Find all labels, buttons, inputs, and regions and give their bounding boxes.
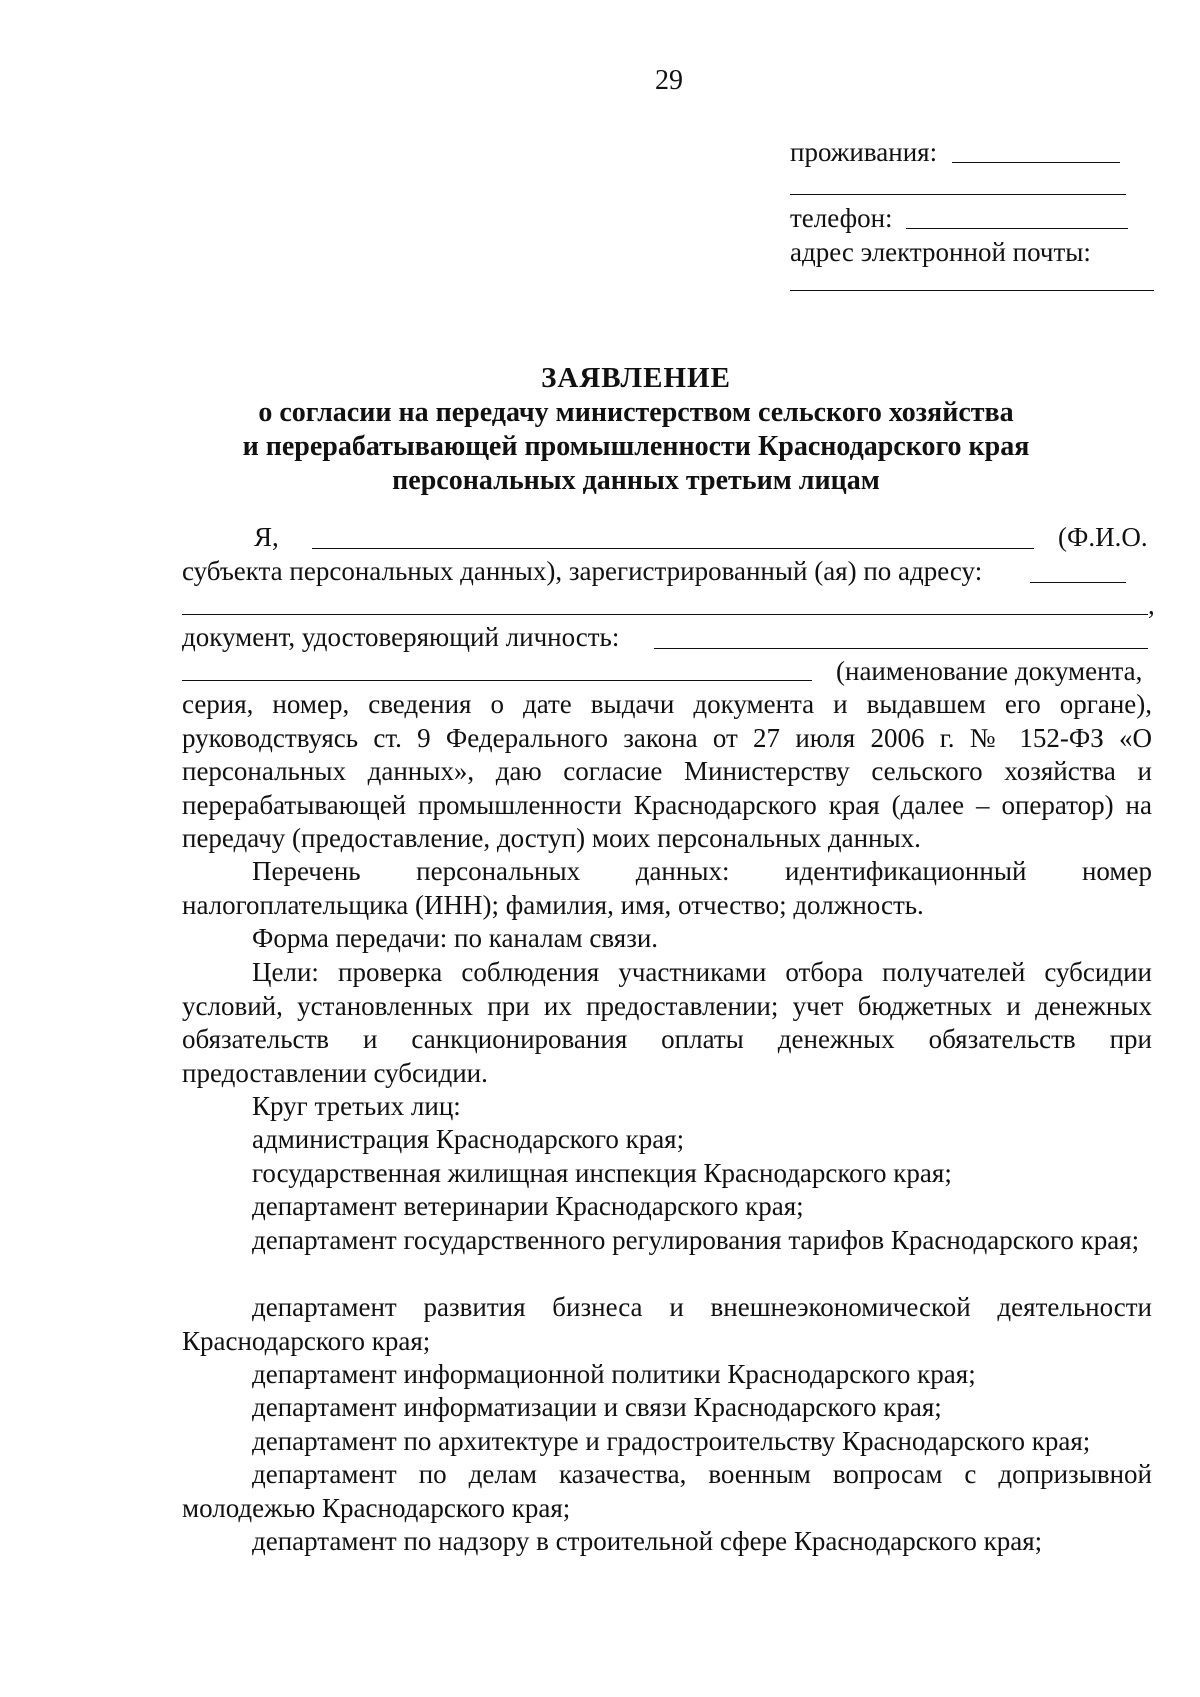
heading-line-3: персональных данных третьим лицам	[392, 465, 880, 496]
heading-line-2: и перерабатывающей промышленности Краснодарского края	[242, 431, 1030, 462]
residence-label: проживания:	[790, 137, 938, 167]
transfer-form: Форма передачи: по каналам связи.	[252, 923, 659, 953]
third-party-item: департамент по делам казачества, военным вопросам с допризывной молодежью Краснодарского края;	[182, 1459, 1152, 1523]
fio-blank	[312, 548, 1034, 549]
heading-line-1: о согласии на передачу министерством сельского хозяйства	[258, 397, 1014, 428]
page-number: 29	[655, 65, 683, 96]
third-party-item: департамент развития бизнеса и внешнеэкономической деятельности Краснодарского края;	[182, 1292, 1152, 1356]
address-blank-2	[182, 614, 1148, 615]
goals-paragraph: Цели: проверка соблюдения участниками отбора получателей субсидии условий, установленных при их предоставлении; учет бюджетных и денежных обязательств и санкционирования оплаты денежных обязательств при предоставлении субсидии.	[182, 957, 1152, 1088]
third-party-item: департамент государственного регулирования тарифов Краснодарского края;	[252, 1225, 1140, 1255]
doc-name-blank	[182, 680, 812, 681]
consent-paragraph: серия, номер, сведения о дате выдачи документа и выдавшем его органе), руководствуясь ст. 9 Федерального закона от 27 июля 2006 г. № 152-ФЗ «О персональных данных», даю согласие Министерству сельского хозяйства и перерабатывающей промышленности Краснодарского края (далее – оператор) на передачу (предоставление, доступ) моих персональных данных.	[182, 689, 1152, 853]
i-label: Я,	[254, 522, 279, 552]
third-party-item: государственная жилищная инспекция Краснодарского края;	[252, 1158, 952, 1188]
third-party-item: департамент информационной политики Краснодарского края;	[252, 1359, 976, 1389]
third-party-item: администрация Краснодарского края;	[252, 1124, 685, 1154]
subject-line: субъекта персональных данных), зарегистрированный (ая) по адресу:	[182, 556, 983, 586]
email-label: адрес электронной почты:	[790, 237, 1091, 267]
third-party-item: департамент по архитектуре и градостроительству Краснодарского края;	[252, 1426, 1091, 1456]
third-party-item: департамент информатизации и связи Краснодарского края;	[252, 1392, 942, 1422]
document-title: ЗАЯВЛЕНИЕ	[541, 362, 731, 394]
address-blank	[1030, 582, 1126, 583]
address-comma: ,	[1148, 590, 1155, 620]
third-parties-label: Круг третьих лиц:	[252, 1091, 461, 1121]
doc-blank	[654, 648, 1148, 649]
doc-name-hint: (наименование документа,	[836, 656, 1143, 686]
third-party-item: департамент ветеринарии Краснодарского края;	[252, 1191, 804, 1221]
email-blank	[790, 290, 1154, 291]
data-list-paragraph: Перечень персональных данных: идентификационный номер налогоплательщика (ИНН); фамилия, имя, отчество; должность.	[182, 856, 1152, 920]
fio-hint: (Ф.И.О.	[1058, 522, 1148, 552]
residence-blank	[952, 162, 1120, 163]
residence-blank-2	[790, 194, 1126, 195]
doc-label: документ, удостоверяющий личность:	[182, 622, 620, 652]
phone-blank	[906, 228, 1128, 229]
third-party-item: департамент по надзору в строительной сфере Краснодарского края;	[252, 1526, 1043, 1556]
phone-label: телефон:	[790, 203, 893, 233]
